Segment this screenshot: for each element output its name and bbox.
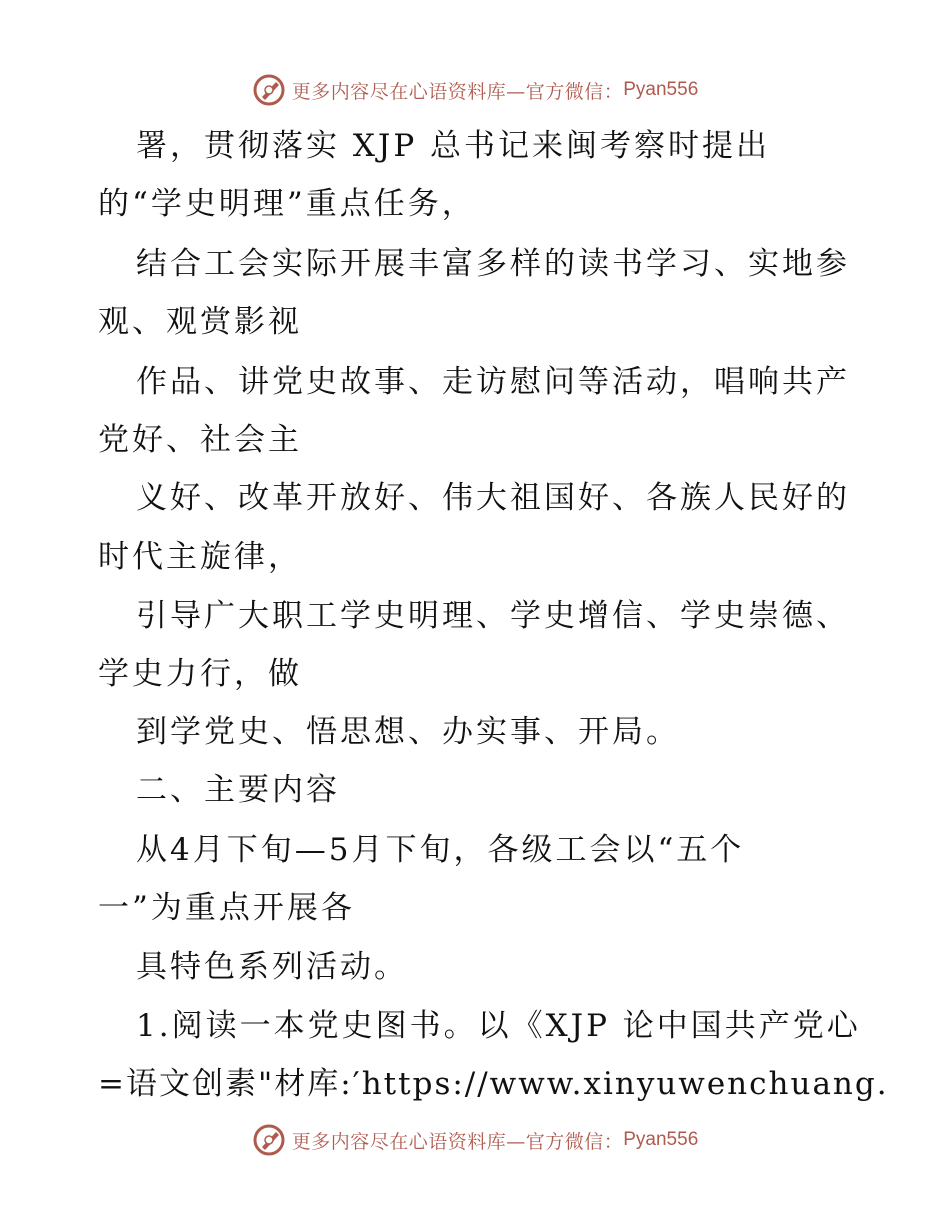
text-line: 党好、社会主 (98, 422, 302, 458)
banner-wechat-id: Pyan556 (623, 1129, 699, 1150)
list-item: 1.阅读一本党史图书。以《XJP 论中国共产党心 (136, 1008, 861, 1044)
text-line: 时代主旋律， (98, 539, 302, 575)
seal-pen-logo-icon (252, 1123, 286, 1157)
seal-pen-logo-icon (252, 73, 286, 107)
text-line: 署，贯彻落实 XJP 总书记来闽考察时提出 (136, 128, 771, 164)
section-heading: 二、主要内容 (136, 772, 340, 808)
text-line: 义好、改革开放好、伟大祖国好、各族人民好的 (136, 480, 850, 516)
banner-text: 更多内容尽在心语资料库—官方微信： (291, 80, 624, 103)
text-line: 引导广大职工学史明理、学史增信、学史崇德、 (136, 598, 850, 634)
text-line: 结合工会实际开展丰富多样的读书学习、实地参 (136, 246, 850, 282)
text-line: 学史力行，做 (98, 656, 302, 692)
header-watermark-banner (0, 70, 950, 110)
banner-text: 更多内容尽在心语资料库—官方微信： (291, 1130, 624, 1153)
text-line: 从4月下旬—5月下旬，各级工会以“五个 (136, 832, 745, 868)
text-line: =语文创素"材库:′https://www.xinyuwenchuang. (98, 1066, 889, 1102)
text-line: 一”为重点开展各 (98, 890, 355, 926)
text-line: 具特色系列活动。 (136, 949, 408, 985)
footer-watermark-banner (0, 1120, 950, 1160)
text-line: 的“学史明理”重点任务， (98, 186, 476, 222)
text-line: 作品、讲党史故事、走访慰问等活动，唱响共产 (136, 364, 850, 400)
banner-wechat-id: Pyan556 (623, 79, 699, 100)
text-line: 观、观赏影视 (98, 304, 302, 340)
text-line: 到学党史、悟思想、办实事、开局。 (136, 714, 680, 750)
